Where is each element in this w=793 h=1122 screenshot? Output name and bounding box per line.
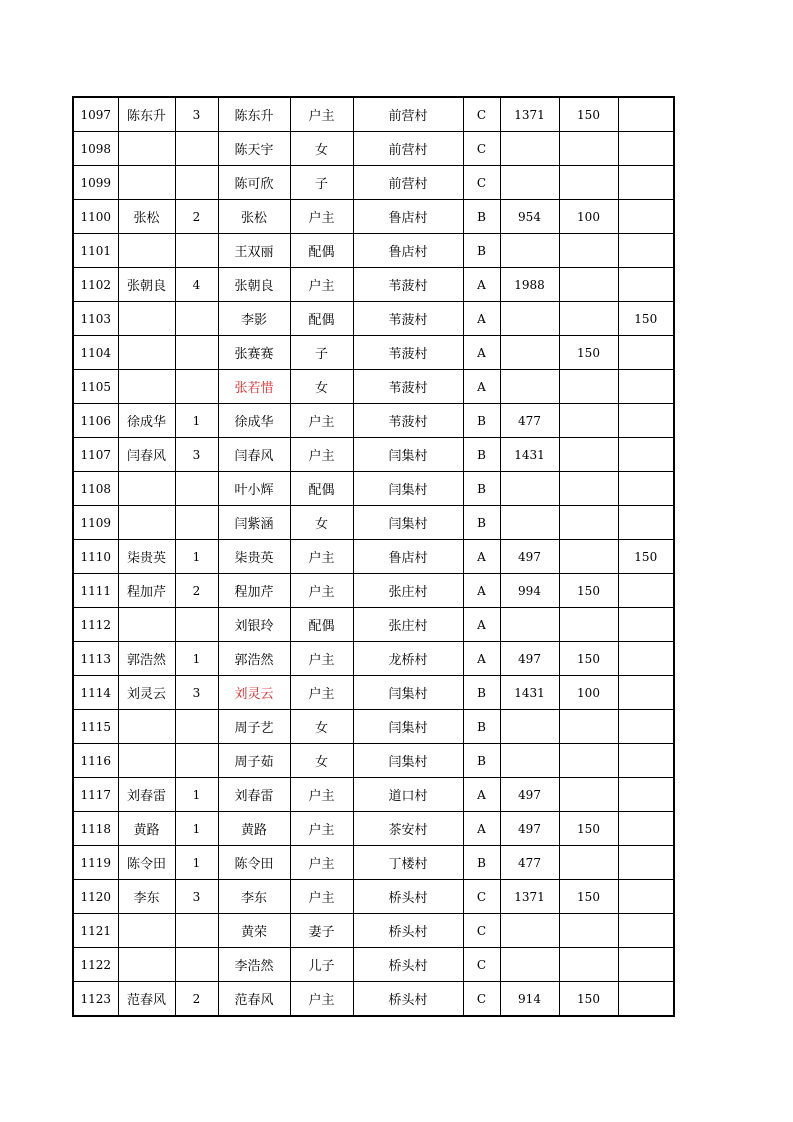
- grade-cell: B: [463, 472, 500, 506]
- table-row: [73, 812, 674, 846]
- member-name-cell: 张朝良: [218, 268, 290, 302]
- amount-2-cell: [559, 166, 618, 200]
- amount-1-cell: 497: [500, 540, 559, 574]
- amount-2-cell: [559, 778, 618, 812]
- record-id-cell: 1101: [73, 234, 118, 268]
- amount-3-cell: [618, 166, 674, 200]
- record-id-cell: 1105: [73, 370, 118, 404]
- relation-cell: 配偶: [290, 608, 353, 642]
- member-count-cell: [175, 234, 218, 268]
- record-id-cell: 1123: [73, 982, 118, 1017]
- record-id-cell: 1103: [73, 302, 118, 336]
- amount-2-cell: [559, 268, 618, 302]
- member-name-cell: 郭浩然: [218, 642, 290, 676]
- amount-2-cell: 150: [559, 336, 618, 370]
- table-row: [73, 336, 674, 370]
- record-id-cell: 1113: [73, 642, 118, 676]
- relation-cell: 户主: [290, 404, 353, 438]
- grade-cell: B: [463, 846, 500, 880]
- record-id-cell: 1109: [73, 506, 118, 540]
- grade-cell: C: [463, 166, 500, 200]
- member-count-cell: [175, 336, 218, 370]
- amount-1-cell: 914: [500, 982, 559, 1017]
- member-name-cell: 闫紫涵: [218, 506, 290, 540]
- village-cell: 前营村: [353, 132, 463, 166]
- record-id-cell: 1110: [73, 540, 118, 574]
- member-name-cell: 张赛赛: [218, 336, 290, 370]
- village-cell: 茶安村: [353, 812, 463, 846]
- table-row: [73, 574, 674, 608]
- member-name-cell: 刘春雷: [218, 778, 290, 812]
- grade-cell: C: [463, 914, 500, 948]
- member-count-cell: [175, 710, 218, 744]
- amount-2-cell: 150: [559, 97, 618, 132]
- household-head-cell: 陈令田: [118, 846, 175, 880]
- amount-1-cell: 477: [500, 846, 559, 880]
- table-row: [73, 744, 674, 778]
- table-row: [73, 472, 674, 506]
- household-head-cell: 李东: [118, 880, 175, 914]
- table-row: [73, 608, 674, 642]
- record-id-cell: 1119: [73, 846, 118, 880]
- record-id-cell: 1112: [73, 608, 118, 642]
- amount-3-cell: [618, 472, 674, 506]
- amount-1-cell: [500, 132, 559, 166]
- amount-3-cell: 150: [618, 540, 674, 574]
- village-cell: 闫集村: [353, 744, 463, 778]
- amount-3-cell: [618, 608, 674, 642]
- village-cell: 鲁店村: [353, 234, 463, 268]
- village-cell: 桥头村: [353, 880, 463, 914]
- household-head-cell: [118, 608, 175, 642]
- member-count-cell: 1: [175, 846, 218, 880]
- record-id-cell: 1118: [73, 812, 118, 846]
- table-row: [73, 370, 674, 404]
- table-row: [73, 540, 674, 574]
- amount-1-cell: [500, 744, 559, 778]
- amount-3-cell: [618, 880, 674, 914]
- amount-1-cell: 497: [500, 812, 559, 846]
- grade-cell: A: [463, 268, 500, 302]
- member-name-cell: 叶小辉: [218, 472, 290, 506]
- grade-cell: A: [463, 608, 500, 642]
- amount-2-cell: [559, 234, 618, 268]
- amount-3-cell: [618, 132, 674, 166]
- amount-3-cell: [618, 846, 674, 880]
- amount-3-cell: [618, 506, 674, 540]
- amount-3-cell: [618, 744, 674, 778]
- amount-1-cell: [500, 302, 559, 336]
- amount-1-cell: 497: [500, 778, 559, 812]
- grade-cell: B: [463, 404, 500, 438]
- amount-1-cell: [500, 608, 559, 642]
- amount-1-cell: 497: [500, 642, 559, 676]
- relation-cell: 户主: [290, 97, 353, 132]
- grade-cell: A: [463, 540, 500, 574]
- member-count-cell: 2: [175, 982, 218, 1017]
- household-head-cell: 黄路: [118, 812, 175, 846]
- household-head-cell: [118, 132, 175, 166]
- grade-cell: A: [463, 778, 500, 812]
- relation-cell: 户主: [290, 540, 353, 574]
- amount-2-cell: [559, 846, 618, 880]
- table-row: [73, 268, 674, 302]
- record-id-cell: 1116: [73, 744, 118, 778]
- household-head-cell: 张朝良: [118, 268, 175, 302]
- amount-1-cell: [500, 948, 559, 982]
- household-head-cell: [118, 948, 175, 982]
- amount-2-cell: 100: [559, 676, 618, 710]
- member-count-cell: 1: [175, 404, 218, 438]
- member-name-cell: 程加芹: [218, 574, 290, 608]
- household-head-cell: 刘灵云: [118, 676, 175, 710]
- village-cell: 张庄村: [353, 574, 463, 608]
- village-cell: 苇菠村: [353, 336, 463, 370]
- relation-cell: 配偶: [290, 234, 353, 268]
- relation-cell: 户主: [290, 982, 353, 1017]
- record-id-cell: 1098: [73, 132, 118, 166]
- village-cell: 鲁店村: [353, 200, 463, 234]
- amount-3-cell: [618, 404, 674, 438]
- amount-3-cell: [618, 778, 674, 812]
- grade-cell: C: [463, 880, 500, 914]
- household-head-cell: 闫春风: [118, 438, 175, 472]
- register-body: [73, 97, 674, 1016]
- amount-2-cell: [559, 438, 618, 472]
- table-row: [73, 642, 674, 676]
- amount-3-cell: [618, 438, 674, 472]
- amount-2-cell: 150: [559, 812, 618, 846]
- relation-cell: 配偶: [290, 302, 353, 336]
- member-count-cell: [175, 608, 218, 642]
- household-head-cell: [118, 506, 175, 540]
- amount-1-cell: [500, 472, 559, 506]
- record-id-cell: 1097: [73, 97, 118, 132]
- relation-cell: 户主: [290, 642, 353, 676]
- relation-cell: 配偶: [290, 472, 353, 506]
- household-head-cell: 柒贵英: [118, 540, 175, 574]
- grade-cell: A: [463, 370, 500, 404]
- record-id-cell: 1114: [73, 676, 118, 710]
- amount-2-cell: 150: [559, 574, 618, 608]
- record-id-cell: 1107: [73, 438, 118, 472]
- household-head-cell: [118, 336, 175, 370]
- member-name-cell: 闫春风: [218, 438, 290, 472]
- grade-cell: B: [463, 234, 500, 268]
- household-head-cell: 程加芹: [118, 574, 175, 608]
- amount-1-cell: [500, 914, 559, 948]
- amount-3-cell: [618, 676, 674, 710]
- table-row: [73, 166, 674, 200]
- record-id-cell: 1117: [73, 778, 118, 812]
- amount-1-cell: 477: [500, 404, 559, 438]
- amount-1-cell: 1431: [500, 438, 559, 472]
- village-cell: 闫集村: [353, 472, 463, 506]
- amount-2-cell: 100: [559, 200, 618, 234]
- member-name-cell: 陈东升: [218, 97, 290, 132]
- amount-2-cell: [559, 132, 618, 166]
- member-count-cell: 1: [175, 540, 218, 574]
- relation-cell: 户主: [290, 200, 353, 234]
- relation-cell: 女: [290, 370, 353, 404]
- village-cell: 苇菠村: [353, 302, 463, 336]
- member-count-cell: 3: [175, 880, 218, 914]
- member-count-cell: 2: [175, 200, 218, 234]
- table-row: [73, 302, 674, 336]
- village-cell: 闫集村: [353, 676, 463, 710]
- table-row: [73, 438, 674, 472]
- member-name-cell: 陈可欣: [218, 166, 290, 200]
- relation-cell: 子: [290, 336, 353, 370]
- record-id-cell: 1099: [73, 166, 118, 200]
- relation-cell: 妻子: [290, 914, 353, 948]
- amount-2-cell: 150: [559, 642, 618, 676]
- table-row: [73, 880, 674, 914]
- member-count-cell: 1: [175, 642, 218, 676]
- record-id-cell: 1120: [73, 880, 118, 914]
- member-count-cell: [175, 948, 218, 982]
- amount-2-cell: 150: [559, 982, 618, 1017]
- member-count-cell: 3: [175, 97, 218, 132]
- amount-1-cell: 1431: [500, 676, 559, 710]
- household-head-cell: 郭浩然: [118, 642, 175, 676]
- grade-cell: A: [463, 812, 500, 846]
- household-head-cell: [118, 302, 175, 336]
- grade-cell: A: [463, 336, 500, 370]
- member-name-cell: 王双丽: [218, 234, 290, 268]
- amount-2-cell: [559, 506, 618, 540]
- village-cell: 前营村: [353, 166, 463, 200]
- household-register-table: [72, 96, 675, 1017]
- amount-3-cell: [618, 97, 674, 132]
- amount-2-cell: [559, 540, 618, 574]
- table-row: [73, 97, 674, 132]
- grade-cell: B: [463, 676, 500, 710]
- member-count-cell: 3: [175, 438, 218, 472]
- member-name-cell: 陈天宇: [218, 132, 290, 166]
- grade-cell: B: [463, 710, 500, 744]
- record-id-cell: 1104: [73, 336, 118, 370]
- member-count-cell: [175, 472, 218, 506]
- member-name-cell: 柒贵英: [218, 540, 290, 574]
- table-row: [73, 982, 674, 1017]
- amount-1-cell: [500, 506, 559, 540]
- household-head-cell: [118, 370, 175, 404]
- amount-2-cell: [559, 710, 618, 744]
- member-name-cell: 刘灵云: [218, 676, 290, 710]
- relation-cell: 户主: [290, 846, 353, 880]
- amount-3-cell: [618, 710, 674, 744]
- relation-cell: 女: [290, 744, 353, 778]
- record-id-cell: 1106: [73, 404, 118, 438]
- village-cell: 桥头村: [353, 948, 463, 982]
- relation-cell: 儿子: [290, 948, 353, 982]
- relation-cell: 子: [290, 166, 353, 200]
- member-name-cell: 李影: [218, 302, 290, 336]
- amount-1-cell: [500, 710, 559, 744]
- household-head-cell: [118, 914, 175, 948]
- amount-2-cell: [559, 370, 618, 404]
- village-cell: 闫集村: [353, 710, 463, 744]
- member-name-cell: 范春风: [218, 982, 290, 1017]
- grade-cell: B: [463, 200, 500, 234]
- table-row: [73, 234, 674, 268]
- grade-cell: C: [463, 132, 500, 166]
- member-count-cell: 4: [175, 268, 218, 302]
- member-count-cell: 1: [175, 812, 218, 846]
- household-head-cell: [118, 710, 175, 744]
- village-cell: 前营村: [353, 97, 463, 132]
- amount-2-cell: 150: [559, 880, 618, 914]
- village-cell: 道口村: [353, 778, 463, 812]
- record-id-cell: 1115: [73, 710, 118, 744]
- relation-cell: 户主: [290, 812, 353, 846]
- grade-cell: B: [463, 744, 500, 778]
- table-row: [73, 948, 674, 982]
- member-count-cell: [175, 132, 218, 166]
- village-cell: 桥头村: [353, 914, 463, 948]
- grade-cell: B: [463, 438, 500, 472]
- member-name-cell: 徐成华: [218, 404, 290, 438]
- village-cell: 苇菠村: [353, 370, 463, 404]
- grade-cell: A: [463, 642, 500, 676]
- village-cell: 桥头村: [353, 982, 463, 1017]
- relation-cell: 户主: [290, 574, 353, 608]
- amount-3-cell: [618, 948, 674, 982]
- village-cell: 鲁店村: [353, 540, 463, 574]
- member-count-cell: [175, 744, 218, 778]
- relation-cell: 女: [290, 132, 353, 166]
- table-row: [73, 778, 674, 812]
- amount-1-cell: [500, 234, 559, 268]
- amount-1-cell: 1371: [500, 97, 559, 132]
- household-head-cell: [118, 166, 175, 200]
- record-id-cell: 1111: [73, 574, 118, 608]
- member-name-cell: 黄荣: [218, 914, 290, 948]
- amount-1-cell: [500, 166, 559, 200]
- table-row: [73, 404, 674, 438]
- amount-2-cell: [559, 302, 618, 336]
- amount-3-cell: [618, 914, 674, 948]
- member-name-cell: 刘银玲: [218, 608, 290, 642]
- record-id-cell: 1122: [73, 948, 118, 982]
- record-id-cell: 1108: [73, 472, 118, 506]
- amount-2-cell: [559, 404, 618, 438]
- record-id-cell: 1102: [73, 268, 118, 302]
- village-cell: 丁楼村: [353, 846, 463, 880]
- table-row: [73, 710, 674, 744]
- amount-3-cell: [618, 642, 674, 676]
- relation-cell: 户主: [290, 880, 353, 914]
- relation-cell: 户主: [290, 268, 353, 302]
- household-head-cell: 刘春雷: [118, 778, 175, 812]
- amount-1-cell: [500, 370, 559, 404]
- amount-1-cell: 1371: [500, 880, 559, 914]
- grade-cell: C: [463, 948, 500, 982]
- relation-cell: 户主: [290, 438, 353, 472]
- grade-cell: A: [463, 302, 500, 336]
- amount-3-cell: [618, 812, 674, 846]
- village-cell: 闫集村: [353, 438, 463, 472]
- amount-3-cell: [618, 574, 674, 608]
- member-name-cell: 张若惜: [218, 370, 290, 404]
- amount-2-cell: [559, 472, 618, 506]
- member-count-cell: [175, 302, 218, 336]
- record-id-cell: 1121: [73, 914, 118, 948]
- amount-3-cell: [618, 234, 674, 268]
- household-head-cell: 张松: [118, 200, 175, 234]
- table-row: [73, 132, 674, 166]
- household-head-cell: 范春风: [118, 982, 175, 1017]
- grade-cell: C: [463, 982, 500, 1017]
- member-count-cell: 2: [175, 574, 218, 608]
- household-head-cell: [118, 234, 175, 268]
- household-head-cell: 陈东升: [118, 97, 175, 132]
- grade-cell: A: [463, 574, 500, 608]
- household-head-cell: [118, 744, 175, 778]
- amount-2-cell: [559, 608, 618, 642]
- amount-3-cell: [618, 336, 674, 370]
- table-row: [73, 914, 674, 948]
- member-name-cell: 黄路: [218, 812, 290, 846]
- amount-3-cell: [618, 200, 674, 234]
- member-name-cell: 周子茹: [218, 744, 290, 778]
- member-count-cell: [175, 166, 218, 200]
- relation-cell: 女: [290, 710, 353, 744]
- household-head-cell: 徐成华: [118, 404, 175, 438]
- grade-cell: C: [463, 97, 500, 132]
- amount-1-cell: [500, 336, 559, 370]
- member-name-cell: 张松: [218, 200, 290, 234]
- amount-1-cell: 954: [500, 200, 559, 234]
- amount-3-cell: [618, 268, 674, 302]
- amount-2-cell: [559, 948, 618, 982]
- village-cell: 苇菠村: [353, 268, 463, 302]
- table-row: [73, 676, 674, 710]
- member-name-cell: 李东: [218, 880, 290, 914]
- amount-2-cell: [559, 744, 618, 778]
- amount-2-cell: [559, 914, 618, 948]
- member-name-cell: 李浩然: [218, 948, 290, 982]
- amount-1-cell: 994: [500, 574, 559, 608]
- record-id-cell: 1100: [73, 200, 118, 234]
- amount-3-cell: 150: [618, 302, 674, 336]
- amount-1-cell: 1988: [500, 268, 559, 302]
- village-cell: 龙桥村: [353, 642, 463, 676]
- member-name-cell: 陈令田: [218, 846, 290, 880]
- relation-cell: 户主: [290, 676, 353, 710]
- member-count-cell: [175, 370, 218, 404]
- village-cell: 张庄村: [353, 608, 463, 642]
- village-cell: 闫集村: [353, 506, 463, 540]
- grade-cell: B: [463, 506, 500, 540]
- member-count-cell: 1: [175, 778, 218, 812]
- member-name-cell: 周子艺: [218, 710, 290, 744]
- amount-3-cell: [618, 370, 674, 404]
- table-row: [73, 506, 674, 540]
- village-cell: 苇菠村: [353, 404, 463, 438]
- relation-cell: 女: [290, 506, 353, 540]
- member-count-cell: 3: [175, 676, 218, 710]
- household-head-cell: [118, 472, 175, 506]
- table-row: [73, 200, 674, 234]
- member-count-cell: [175, 506, 218, 540]
- amount-3-cell: [618, 982, 674, 1017]
- relation-cell: 户主: [290, 778, 353, 812]
- table-row: [73, 846, 674, 880]
- member-count-cell: [175, 914, 218, 948]
